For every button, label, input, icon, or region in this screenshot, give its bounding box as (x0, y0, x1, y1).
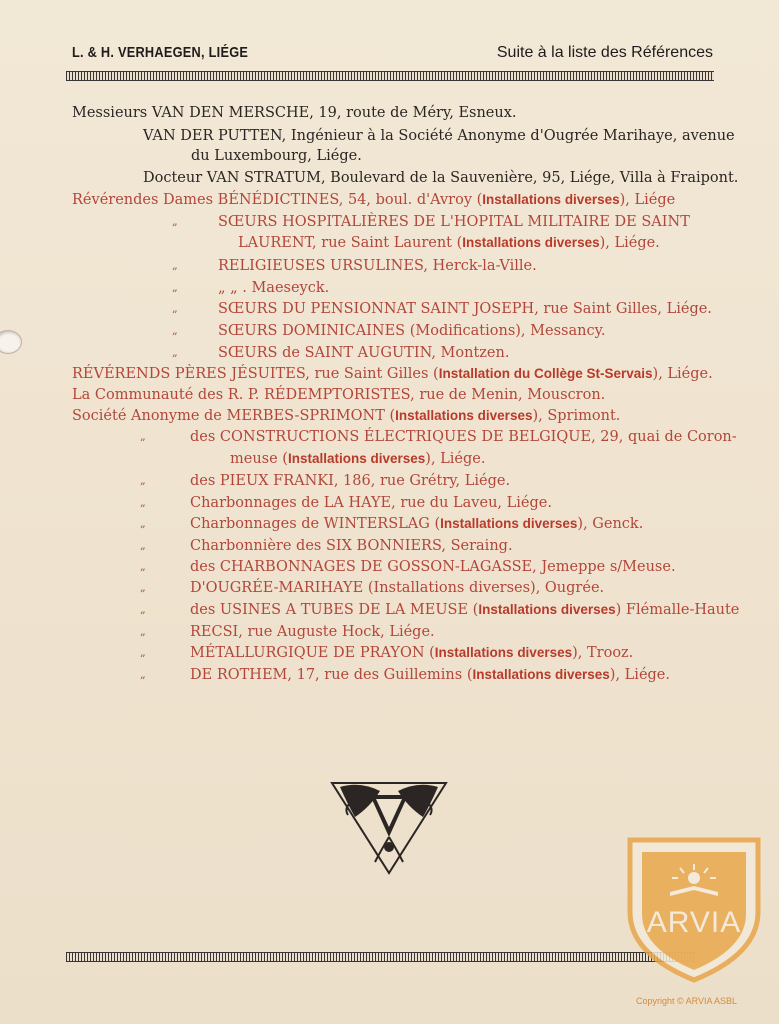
reference-line: Révérendes Dames BÉNÉDICTINES, 54, boul. d'Avroy (Installations diverses), Liége (72, 192, 676, 208)
reference-line: „ „ . Maeseyck. (218, 280, 330, 296)
ditto-mark: „ (140, 646, 146, 659)
reference-line: Charbonnière des SIX BONNIERS, Seraing. (190, 538, 513, 554)
reference-line: SŒURS DOMINICAINES (Modifications), Messancy. (218, 323, 606, 339)
ditto-mark: „ (140, 517, 146, 530)
reference-line: des CONSTRUCTIONS ÉLECTRIQUES DE BELGIQUE, 29, quai de Coron- (190, 429, 737, 445)
reference-line: SŒURS DU PENSIONNAT SAINT JOSEPH, rue Saint Gilles, Liége. (218, 301, 712, 317)
reference-line: des CHARBONNAGES DE GOSSON-LAGASSE, Jemeppe s/Meuse. (190, 559, 676, 575)
installation-note: Installations diverses (462, 235, 600, 250)
reference-line: DE ROTHEM, 17, rue des Guillemins (Installations diverses), Liége. (190, 667, 670, 683)
reference-line: RÉVÉRENDS PÈRES JÉSUITES, rue Saint Gilles (Installation du Collège St-Servais), Liége. (72, 366, 713, 382)
reference-line: Société Anonyme de MERBES-SPRIMONT (Installations diverses), Sprimont. (72, 408, 621, 424)
reference-line: D'OUGRÉE-MARIHAYE (Installations diverses), Ougrée. (190, 580, 605, 596)
header-company: L. & H. VERHAEGEN, LIÉGE (72, 44, 249, 61)
header-title: Suite à la liste des Références (496, 44, 713, 61)
ditto-mark: „ (140, 560, 146, 573)
reference-line: VAN DER PUTTEN, Ingénieur à la Société Anonyme d'Ougrée Marihaye, avenue (143, 128, 735, 144)
reference-line: Messieurs VAN DEN MERSCHE, 19, route de Méry, Esneux. (72, 105, 517, 121)
installation-note: Installations diverses (472, 667, 610, 682)
reference-line: RELIGIEUSES URSULINES, Herck-la-Ville. (218, 258, 537, 274)
installation-note: Installations diverses (440, 516, 578, 531)
ditto-mark: „ (172, 259, 178, 272)
reference-line: La Communauté des R. P. RÉDEMPTORISTES, rue de Menin, Mouscron. (72, 387, 606, 403)
ditto-mark: „ (172, 281, 178, 294)
reference-line: du Luxembourg, Liége. (191, 148, 362, 164)
arvia-logo (620, 834, 768, 984)
ditto-mark: „ (172, 346, 178, 359)
copyright-notice: Copyright © ARVIA ASBL (636, 996, 738, 1006)
installation-note: Installations diverses (478, 602, 616, 617)
ditto-mark: „ (140, 668, 146, 681)
ditto-mark: „ (172, 302, 178, 315)
svg-text:ARVIA: ARVIA (646, 906, 742, 939)
installation-note: Installations diverses (395, 408, 533, 423)
installation-note: Installations diverses (482, 192, 620, 207)
reference-line: des PIEUX FRANKI, 186, rue Grétry, Liége. (190, 473, 511, 489)
installation-note: Installations diverses (434, 645, 573, 660)
ditto-mark: „ (140, 474, 146, 487)
binder-hole (0, 330, 22, 354)
reference-line: meuse (Installations diverses), Liége. (230, 451, 486, 467)
bottom-rule (66, 952, 696, 962)
reference-line: des USINES A TUBES DE LA MEUSE (Installations diverses) Flémalle-Haute (190, 602, 740, 618)
reference-line: Docteur VAN STRATUM, Boulevard de la Sauvenière, 95, Liége, Villa à Fraipont. (143, 170, 739, 186)
reference-line: RECSI, rue Auguste Hock, Liége. (190, 624, 435, 640)
ditto-mark: „ (140, 581, 146, 594)
reference-line: MÉTALLURGIQUE DE PRAYON (Installations diverses), Trooz. (190, 645, 634, 661)
ditto-mark: „ (140, 539, 146, 552)
ditto-mark: „ (140, 496, 146, 509)
installation-note: Installations diverses (287, 451, 426, 466)
ditto-mark: „ (140, 625, 146, 638)
reference-line: SŒURS de SAINT AUGUTIN, Montzen. (218, 345, 510, 361)
ditto-mark: „ (172, 215, 178, 228)
ornament-vignette (330, 777, 448, 875)
top-rule (66, 71, 714, 81)
reference-line: Charbonnages de LA HAYE, rue du Laveu, Liége. (190, 495, 552, 511)
reference-line: SŒURS HOSPITALIÈRES DE L'HOPITAL MILITAIRE DE SAINT (218, 214, 690, 230)
installation-note: Installation du Collège St-Servais (438, 366, 653, 381)
reference-line: LAURENT, rue Saint Laurent (Installations diverses), Liége. (238, 235, 660, 251)
ditto-mark: „ (140, 603, 146, 616)
ditto-mark: „ (140, 430, 146, 443)
ditto-mark: „ (172, 324, 178, 337)
reference-line: Charbonnages de WINTERSLAG (Installations diverses), Genck. (190, 516, 644, 532)
